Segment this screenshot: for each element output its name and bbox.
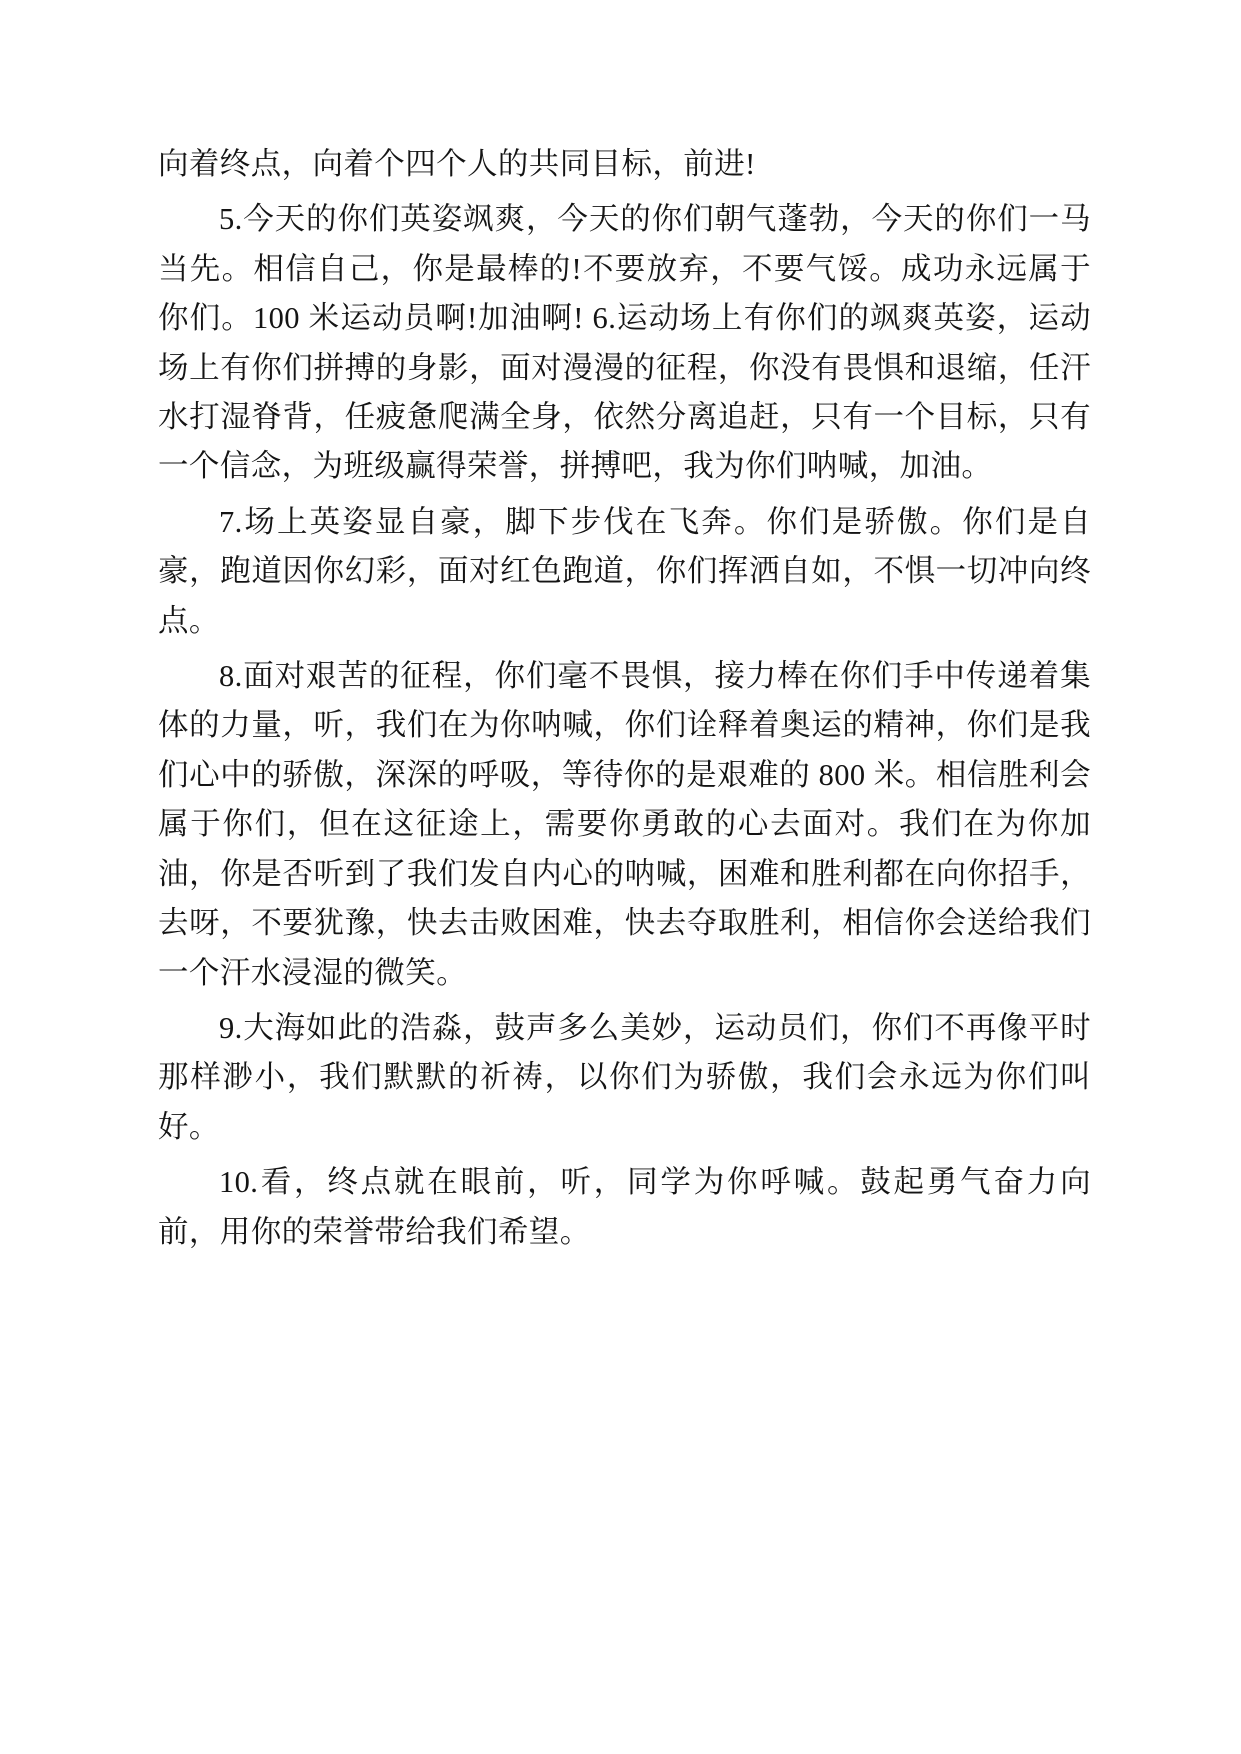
paragraph-item-10: 10.看，终点就在眼前，听，同学为你呼喊。鼓起勇气奋力向前，用你的荣誉带给我们希望。 bbox=[158, 1165, 1091, 1249]
paragraph-continued: 向着终点，向着个四个人的共同目标，前进! bbox=[158, 147, 756, 181]
paragraph-item-9: 9.大海如此的浩淼，鼓声多么美妙，运动员们，你们不再像平时那样渺小，我们默默的祈祷，以你们为骄傲，我们会永远为你们叫好。 bbox=[158, 1010, 1091, 1144]
paragraph-item-7: 7.场上英姿显自豪，脚下步伐在飞奔。你们是骄傲。你们是自豪，跑道因你幻彩，面对红色跑道，你们挥洒自如，不惧一切冲向终点。 bbox=[158, 504, 1091, 638]
paragraph-item-8: 8.面对艰苦的征程，你们毫不畏惧，接力棒在你们手中传递着集体的力量，听，我们在为你呐喊，你们诠释着奥运的精神，你们是我们心中的骄傲，深深的呼吸，等待你的是艰难的 800 米。相信胜利会属于你们，但在这征途上，需要你勇敢的心去面对。我们在为你加油，你是否听到了我们发自内心的呐喊，困难和胜利都在向你招手，去呀，不要犹豫，快去击败困难，快去夺取胜利，相信你会送给我们一个汗水浸湿的微笑。 bbox=[158, 659, 1091, 990]
document-body bbox=[158, 140, 1091, 1257]
paragraph-item-5: 5.今天的你们英姿飒爽，今天的你们朝气蓬勃，今天的你们一马当先。相信自己，你是最棒的!不要放弃，不要气馁。成功永远属于你们。100 米运动员啊!加油啊! 6.运动场上有你们的飒爽英姿，运动场上有你们拼搏的身影，面对漫漫的征程，你没有畏惧和退缩，任汗水打湿脊背，任疲惫爬满全身，依然分离追赶，只有一个目标，只有一个信念，为班级赢得荣誉，拼搏吧，我为你们呐喊，加油。 bbox=[158, 202, 1091, 484]
